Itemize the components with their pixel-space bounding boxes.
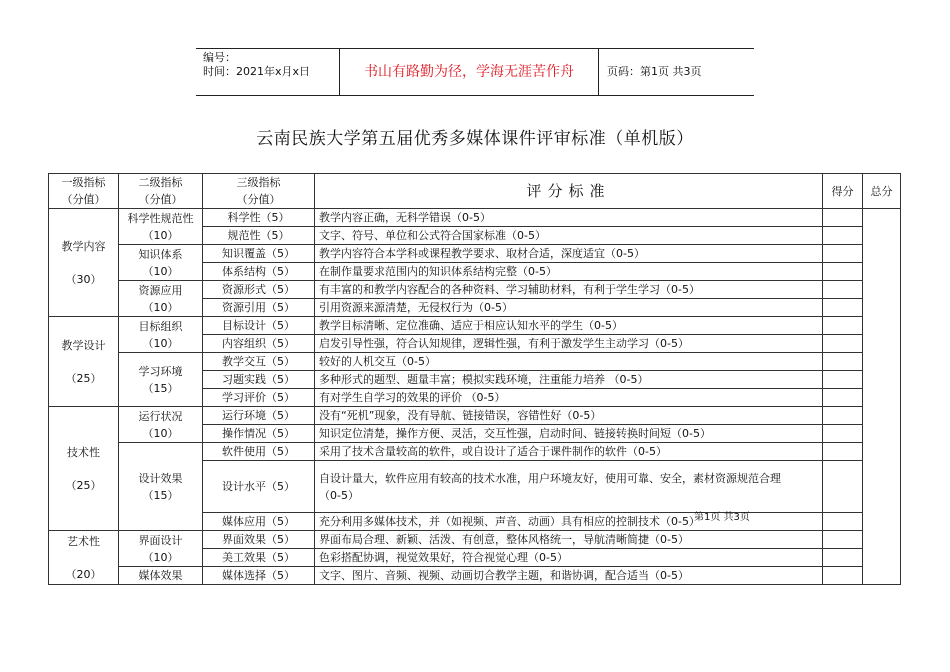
criteria-table [48, 173, 901, 585]
head-criteria: 评分标准 [315, 174, 823, 209]
table-row [49, 567, 901, 585]
l3-cell: 教学交互（5） [203, 353, 315, 371]
criteria-cell: 采用了技术含量较高的软件，或自设计了适合于课件制作的软件（0-5） [315, 443, 823, 461]
score-cell[interactable] [823, 443, 863, 461]
score-cell[interactable] [823, 263, 863, 281]
l3-cell: 习题实践（5） [203, 371, 315, 389]
table-header-row [49, 174, 901, 209]
sub-interface: 界面设计 （10） [119, 531, 203, 567]
criteria-cell: 有对学生自学习的效果的评价 （0-5） [315, 389, 823, 407]
sub-learning-env: 学习环境 （15） [119, 353, 203, 407]
score-cell[interactable] [823, 389, 863, 407]
l3-cell: 媒体选择（5） [203, 567, 315, 585]
criteria-cell: 教学内容符合本学科或课程教学要求、取材合适，深度适宜（0-5） [315, 245, 823, 263]
table-row [49, 531, 901, 549]
criteria-cell: 启发引导性强，符合认知规律，逻辑性强，有利于激发学生主动学习（0-5） [315, 335, 823, 353]
criteria-cell: 有丰富的和教学内容配合的各种资料、学习辅助材料，有利于学生学习（0-5） [315, 281, 823, 299]
sub-resources: 资源应用 （10） [119, 281, 203, 317]
score-cell[interactable] [823, 245, 863, 263]
group-technical: 技术性 （25） [49, 407, 119, 531]
score-cell[interactable] [823, 549, 863, 567]
criteria-cell: 引用资源来源清楚，无侵权行为（0-5） [315, 299, 823, 317]
criteria-cell: 自设计量大，软件应用有较高的技术水准，用户环境友好，使用可靠、安全，素材资源规范合理 （0-5） [315, 461, 823, 513]
l3-cell: 目标设计（5） [203, 317, 315, 335]
score-cell[interactable] [823, 461, 863, 513]
sub-media-effect: 媒体效果 [119, 567, 203, 585]
criteria-cell: 教学内容正确，无科学错误（0-5） [315, 209, 823, 227]
table-row [49, 443, 901, 461]
l3-cell: 科学性（5） [203, 209, 315, 227]
score-cell[interactable] [823, 407, 863, 425]
l3-cell: 资源形式（5） [203, 281, 315, 299]
criteria-cell: 教学目标清晰、定位准确、适应于相应认知水平的学生（0-5） [315, 317, 823, 335]
score-cell[interactable] [823, 425, 863, 443]
group-teaching-content: 教学内容 （30） [49, 209, 119, 317]
score-cell[interactable] [823, 299, 863, 317]
group-teaching-design: 教学设计 （25） [49, 317, 119, 407]
l3-cell: 软件使用（5） [203, 443, 315, 461]
l3-cell: 知识覆盖（5） [203, 245, 315, 263]
page-code: 页码：第1页 共3页 [607, 65, 702, 78]
score-cell[interactable] [823, 567, 863, 585]
table-row [49, 209, 901, 227]
score-cell[interactable] [823, 281, 863, 299]
l3-cell: 美工效果（5） [203, 549, 315, 567]
l3-cell: 界面效果（5） [203, 531, 315, 549]
score-cell[interactable] [823, 353, 863, 371]
score-cell[interactable] [823, 531, 863, 549]
l3-cell: 操作情况（5） [203, 425, 315, 443]
criteria-cell: 没有“死机”现象，没有导航、链接错误，容错性好（0-5） [315, 407, 823, 425]
criteria-cell: 多种形式的题型、题量丰富；模拟实践环境，注重能力培养 （0-5） [315, 371, 823, 389]
criteria-cell: 色彩搭配协调，视觉效果好，符合视觉心理（0-5） [315, 549, 823, 567]
l3-cell: 内容组织（5） [203, 335, 315, 353]
criteria-cell: 在制作量要求范围内的知识体系结构完整（0-5） [315, 263, 823, 281]
criteria-cell: 较好的人机交互（0-5） [315, 353, 823, 371]
page-note: 第1页 共3页 [694, 512, 750, 523]
score-cell[interactable] [823, 513, 863, 531]
l3-cell: 规范性（5） [203, 227, 315, 245]
table-row [49, 281, 901, 299]
l3-cell: 学习评价（5） [203, 389, 315, 407]
head-level1: 一级指标 （分值） [49, 174, 119, 209]
time-label: 时间：2021年x月x日 [203, 65, 311, 78]
head-total: 总分 [863, 174, 901, 209]
table-row [49, 245, 901, 263]
sub-runtime: 运行状况 （10） [119, 407, 203, 443]
group-artistic: 艺术性 （20） [49, 531, 119, 585]
document-header [196, 48, 754, 96]
total-cell[interactable] [863, 209, 901, 585]
number-label: 编号： [203, 51, 236, 64]
table-row [49, 317, 901, 335]
head-level2: 二级指标 （分值） [119, 174, 203, 209]
sub-knowledge: 知识体系 （10） [119, 245, 203, 281]
criteria-cell: 界面布局合理、新颖、活泼、有创意，整体风格统一，导航清晰简捷（0-5） [315, 531, 823, 549]
head-score: 得分 [823, 174, 863, 209]
criteria-cell: 文字、符号、单位和公式符合国家标准（0-5） [315, 227, 823, 245]
table-row [49, 353, 901, 371]
criteria-cell: 充分利用多媒体技术，并（如视频、声音、动画）具有相应的控制技术（0-5） [315, 513, 823, 531]
motto: 书山有路勤为径，学海无涯苦作舟 [340, 49, 599, 95]
criteria-cell: 文字、图片、音频、视频、动画切合教学主题，和谐协调，配合适当（0-5） [315, 567, 823, 585]
l3-cell: 体系结构（5） [203, 263, 315, 281]
page-title: 云南民族大学第五届优秀多媒体课件评审标准（单机版） [256, 129, 694, 149]
l3-cell: 媒体应用（5） [203, 513, 315, 531]
sub-design-effect: 设计效果 （15） [119, 443, 203, 531]
l3-cell: 资源引用（5） [203, 299, 315, 317]
score-cell[interactable] [823, 209, 863, 227]
head-level3: 三级指标 （分值） [203, 174, 315, 209]
sub-scientific: 科学性规范性 （10） [119, 209, 203, 245]
criteria-cell: 知识定位清楚，操作方便、灵活，交互性强，启动时间、链接转换时间短（0-5） [315, 425, 823, 443]
score-cell[interactable] [823, 227, 863, 245]
header-meta-cell [196, 49, 340, 95]
score-cell[interactable] [823, 335, 863, 353]
l3-cell: 设计水平（5） [203, 461, 315, 513]
score-cell[interactable] [823, 371, 863, 389]
sub-objectives: 目标组织 （10） [119, 317, 203, 353]
l3-cell: 运行环境（5） [203, 407, 315, 425]
score-cell[interactable] [823, 317, 863, 335]
table-row [49, 407, 901, 425]
